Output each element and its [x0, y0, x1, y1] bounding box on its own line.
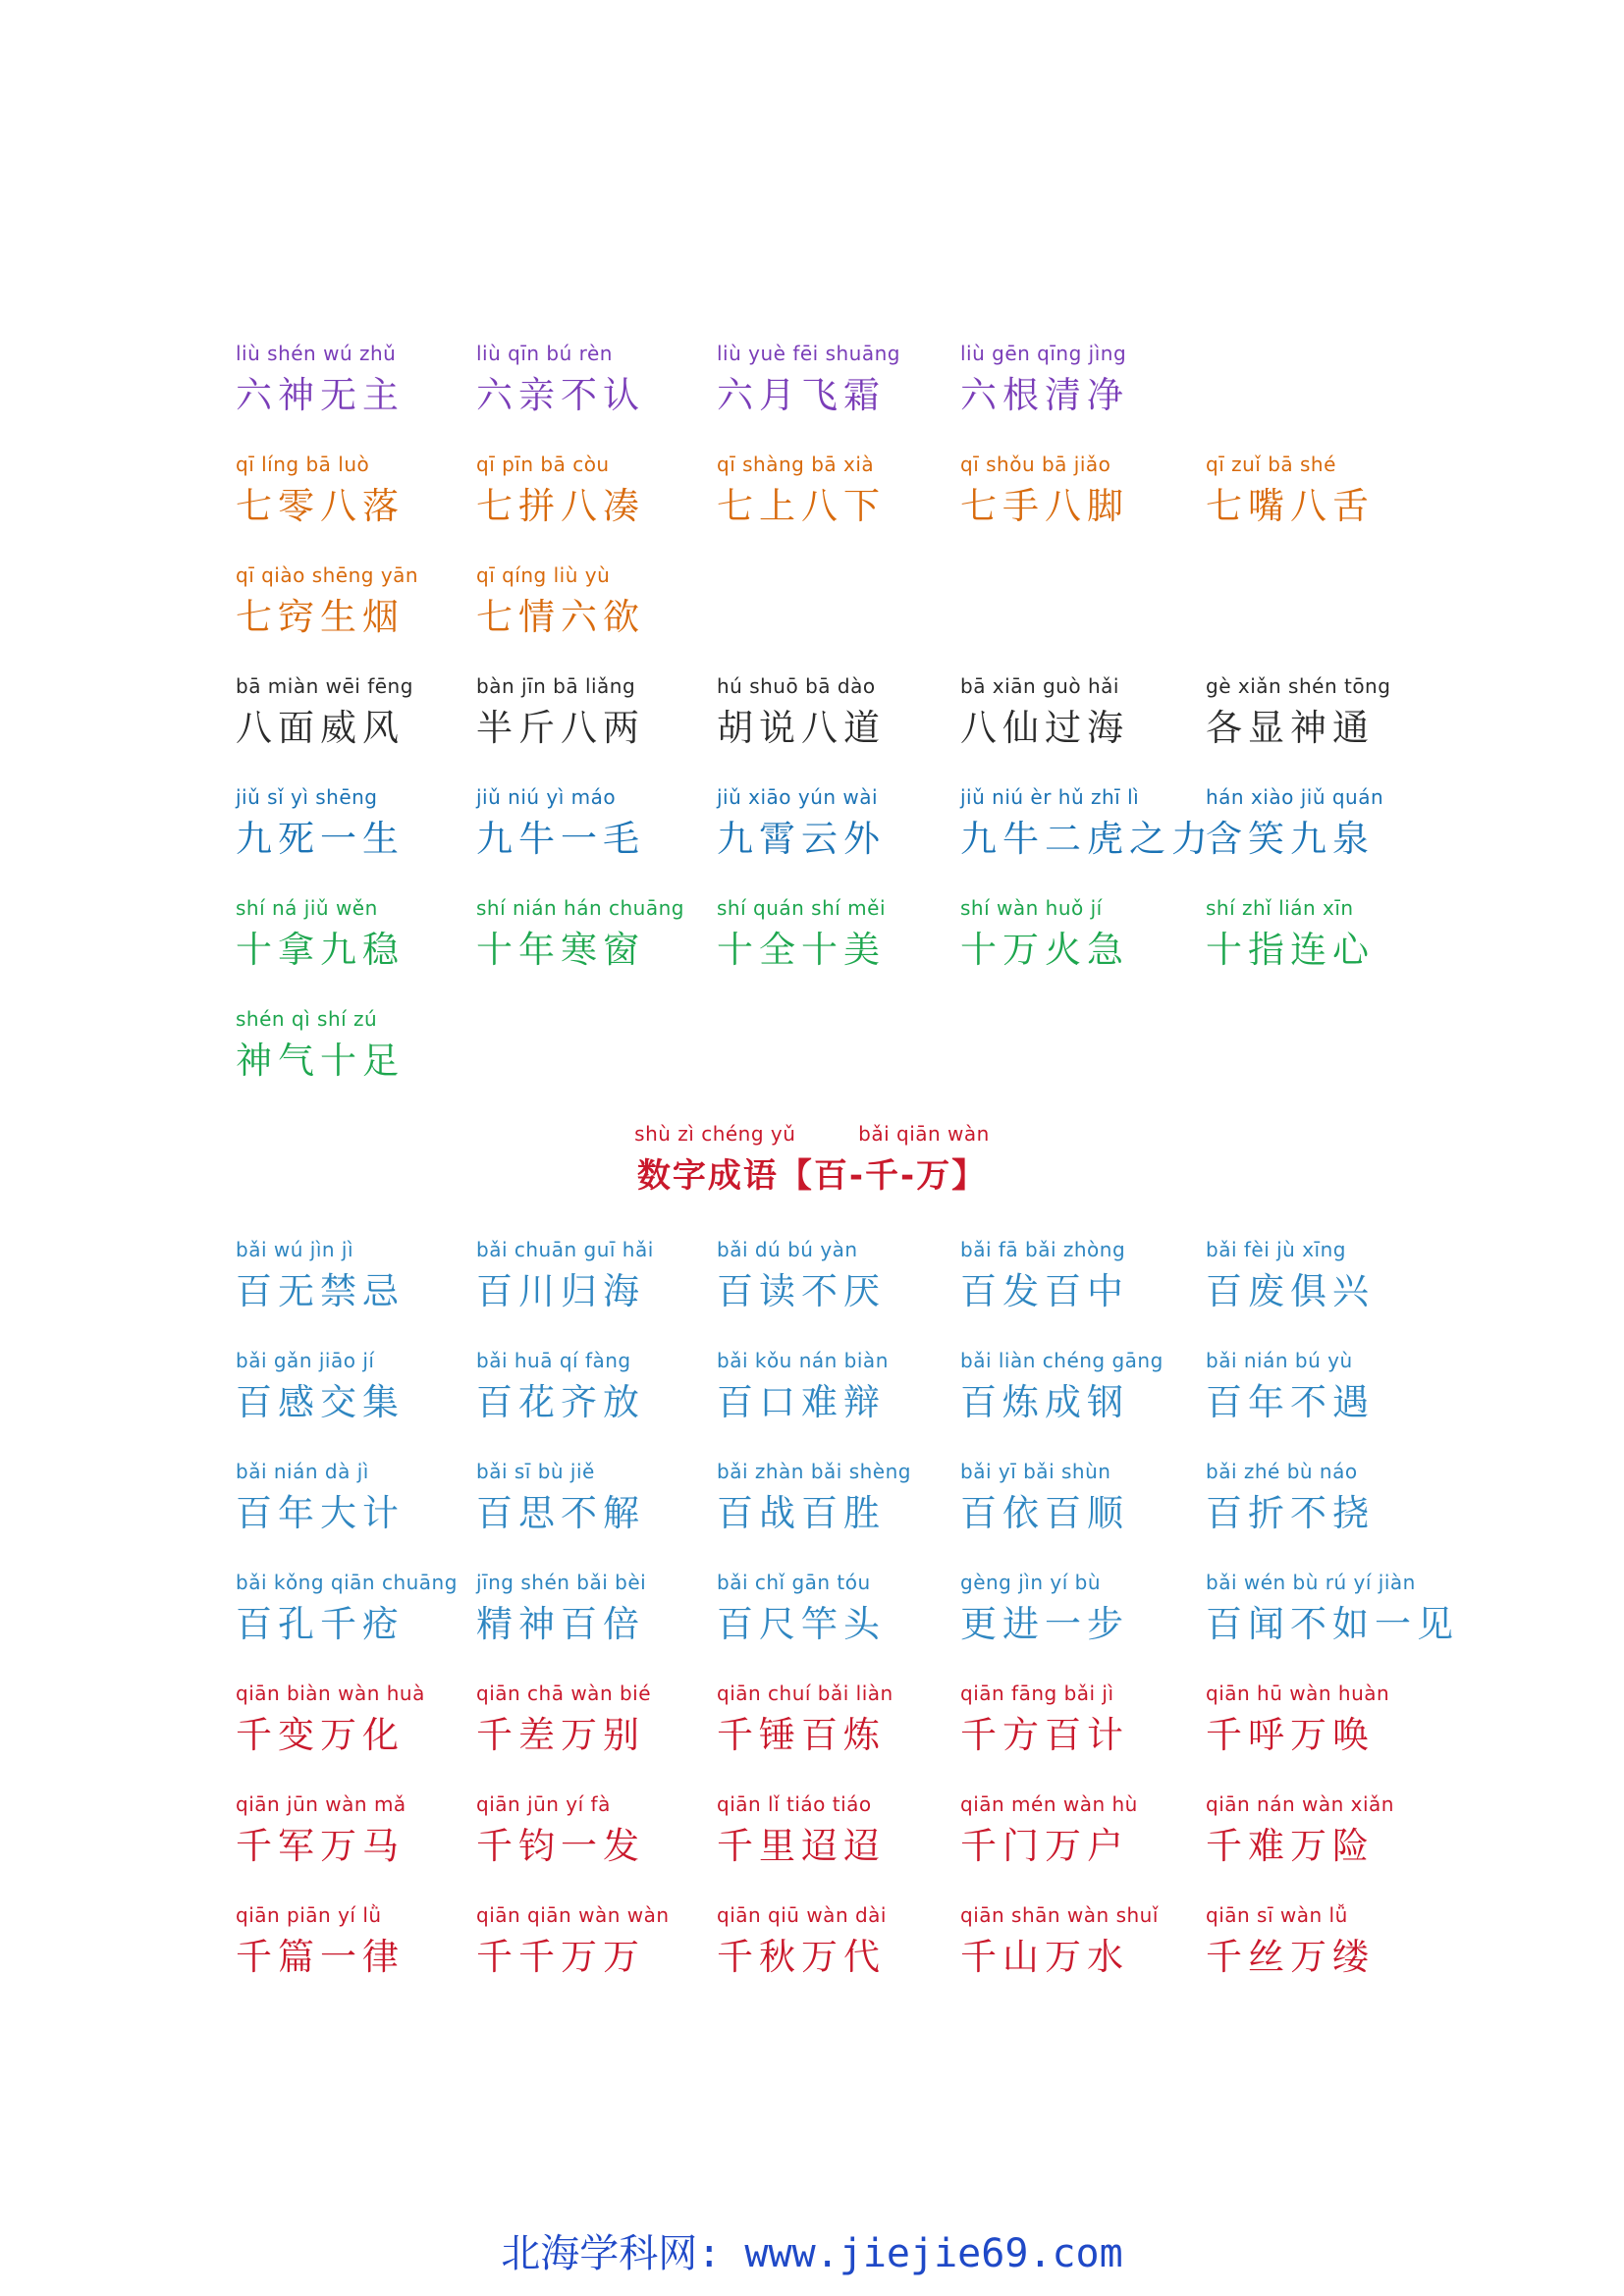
idiom-row — [0, 1457, 1624, 1555]
idiom-item — [717, 339, 943, 423]
idiom-pinyin: liù gēn qīng jìng — [960, 342, 1127, 365]
idiom-hanzi: 七零八落 — [236, 485, 405, 527]
idiom-hanzi: 百感交集 — [236, 1381, 405, 1423]
idiom-hanzi: 百年大计 — [236, 1492, 405, 1534]
idiom-hanzi: 含笑九泉 — [1206, 818, 1375, 860]
idiom-item — [1206, 1568, 1459, 1652]
idiom-item — [960, 1457, 1186, 1541]
idiom-hanzi: 九牛一毛 — [476, 818, 645, 860]
idiom-item — [960, 1568, 1186, 1652]
idiom-item — [476, 1679, 702, 1763]
idiom-pinyin: bǎi chuān guī hǎi — [476, 1238, 654, 1261]
idiom-hanzi: 千差万别 — [476, 1714, 645, 1756]
idiom-pinyin: bǎi chǐ gān tóu — [717, 1571, 871, 1594]
idiom-hanzi: 千秋万代 — [717, 1936, 886, 1978]
idiom-pinyin: hú shuō bā dào — [717, 674, 876, 698]
idiom-pinyin: hán xiào jiǔ quán — [1206, 785, 1384, 809]
idiom-item — [236, 1004, 461, 1089]
idiom-pinyin: bǎi fèi jù xīng — [1206, 1238, 1346, 1261]
idiom-row — [0, 1568, 1624, 1666]
idiom-hanzi: 半斤八两 — [476, 707, 645, 749]
idiom-item — [717, 1235, 943, 1319]
idiom-row — [0, 561, 1624, 659]
idiom-item — [236, 1900, 461, 1985]
idiom-hanzi: 七窍生烟 — [236, 596, 405, 638]
idiom-row — [0, 1789, 1624, 1888]
idiom-pinyin: qiān sī wàn lǚ — [1206, 1903, 1348, 1927]
idiom-pinyin: shí nián hán chuāng — [476, 896, 684, 920]
idiom-hanzi: 百思不解 — [476, 1492, 645, 1534]
idiom-pinyin: qiān hū wàn huàn — [1206, 1682, 1390, 1705]
idiom-item — [717, 1679, 943, 1763]
idiom-pinyin: shí quán shí měi — [717, 896, 887, 920]
idiom-pinyin: shí wàn huǒ jí — [960, 896, 1103, 920]
idiom-hanzi: 各显神通 — [1206, 707, 1375, 749]
idiom-pinyin: shén qì shí zú — [236, 1007, 378, 1031]
idiom-item — [476, 671, 702, 756]
idiom-hanzi: 百战百胜 — [717, 1492, 886, 1534]
idiom-item — [236, 782, 461, 867]
idiom-hanzi: 千难万险 — [1206, 1825, 1375, 1867]
idiom-hanzi: 六根清净 — [960, 374, 1129, 416]
idiom-item — [236, 671, 461, 756]
idiom-pinyin: qiān biàn wàn huà — [236, 1682, 425, 1705]
idiom-hanzi: 千呼万唤 — [1206, 1714, 1375, 1756]
idiom-row — [0, 782, 1624, 881]
idiom-item — [960, 450, 1186, 534]
idiom-hanzi: 七拼八凑 — [476, 485, 645, 527]
idiom-hanzi: 十拿九稳 — [236, 929, 405, 971]
idiom-item — [960, 1789, 1186, 1874]
idiom-hanzi: 六月飞霜 — [717, 374, 886, 416]
idiom-hanzi: 千变万化 — [236, 1714, 405, 1756]
idiom-item — [236, 339, 461, 423]
idiom-item — [717, 1457, 943, 1541]
idiom-hanzi: 百读不厌 — [717, 1270, 886, 1312]
idiom-row — [0, 1346, 1624, 1444]
idiom-item — [1206, 1679, 1432, 1763]
idiom-pinyin: qiān chuí bǎi liàn — [717, 1682, 893, 1705]
idiom-hanzi: 千里迢迢 — [717, 1825, 886, 1867]
idiom-item — [1206, 671, 1432, 756]
idiom-hanzi: 千军万马 — [236, 1825, 405, 1867]
idiom-item — [717, 1789, 943, 1874]
idiom-row — [0, 450, 1624, 548]
idiom-hanzi: 千锤百炼 — [717, 1714, 886, 1756]
idiom-pinyin: bǎi gǎn jiāo jí — [236, 1349, 375, 1372]
idiom-item — [1206, 782, 1432, 867]
idiom-pinyin: qī shǒu bā jiǎo — [960, 453, 1111, 476]
idiom-item — [717, 1900, 943, 1985]
idiom-hanzi: 九牛二虎之力 — [960, 818, 1214, 860]
idiom-pinyin: qiān qiān wàn wàn — [476, 1903, 670, 1927]
idiom-pinyin: qiān shān wàn shuǐ — [960, 1903, 1159, 1927]
section-pinyin-right: bǎi qiān wàn — [858, 1122, 990, 1146]
idiom-row — [0, 1679, 1624, 1777]
idiom-hanzi: 神气十足 — [236, 1040, 405, 1082]
idiom-hanzi: 七上八下 — [717, 485, 886, 527]
section-pinyin-left: shù zì chéng yǔ — [634, 1122, 796, 1146]
idiom-hanzi: 百炼成钢 — [960, 1381, 1129, 1423]
idiom-hanzi: 十指连心 — [1206, 929, 1375, 971]
idiom-pinyin: bǎi wén bù rú yí jiàn — [1206, 1571, 1416, 1594]
idiom-pinyin: bǎi kǒu nán biàn — [717, 1349, 889, 1372]
idiom-item — [960, 1346, 1186, 1430]
idiom-pinyin: bā xiān guò hǎi — [960, 674, 1119, 698]
idiom-hanzi: 七嘴八舌 — [1206, 485, 1375, 527]
idiom-pinyin: liù qīn bú rèn — [476, 342, 613, 365]
idiom-hanzi: 六神无主 — [236, 374, 405, 416]
idiom-hanzi: 百无禁忌 — [236, 1270, 405, 1312]
idiom-item — [1206, 893, 1432, 978]
idiom-pinyin: bǎi zhàn bǎi shèng — [717, 1460, 911, 1483]
idiom-row — [0, 1900, 1624, 1999]
idiom-item — [476, 1789, 702, 1874]
idiom-item — [476, 450, 702, 534]
idiom-row — [0, 893, 1624, 991]
idiom-hanzi: 千方百计 — [960, 1714, 1129, 1756]
idiom-item — [960, 1900, 1186, 1985]
idiom-item — [476, 339, 702, 423]
idiom-item — [236, 1235, 461, 1319]
idiom-item — [1206, 1346, 1432, 1430]
idiom-pinyin: qiān nán wàn xiǎn — [1206, 1792, 1394, 1816]
idiom-pinyin: qī qíng liù yù — [476, 563, 611, 587]
idiom-item — [717, 450, 943, 534]
idiom-pinyin: bǎi wú jìn jì — [236, 1238, 354, 1261]
idiom-pinyin: bǎi dú bú yàn — [717, 1238, 858, 1261]
idiom-item — [476, 1346, 702, 1430]
idiom-hanzi: 百孔千疮 — [236, 1603, 405, 1645]
idiom-item — [717, 671, 943, 756]
idiom-hanzi: 八仙过海 — [960, 707, 1129, 749]
idiom-pinyin: bǎi liàn chéng gāng — [960, 1349, 1164, 1372]
idiom-item — [236, 1679, 461, 1763]
idiom-pinyin: bǎi sī bù jiě — [476, 1460, 595, 1483]
idiom-pinyin: qiān piān yí lǜ — [236, 1903, 382, 1927]
idiom-hanzi: 更进一步 — [960, 1603, 1129, 1645]
idiom-pinyin: bǎi yī bǎi shùn — [960, 1460, 1111, 1483]
idiom-pinyin: jiǔ niú yì máo — [476, 785, 617, 809]
idiom-item — [960, 782, 1214, 867]
idiom-pinyin: bàn jīn bā liǎng — [476, 674, 636, 698]
section-heading-pinyin — [0, 1119, 1624, 1148]
idiom-hanzi: 千丝万缕 — [1206, 1936, 1375, 1978]
idiom-item — [236, 1789, 461, 1874]
idiom-item — [717, 782, 943, 867]
idiom-item — [960, 1235, 1186, 1319]
idiom-item — [236, 561, 461, 645]
idiom-hanzi: 千千万万 — [476, 1936, 645, 1978]
idiom-item — [717, 893, 943, 978]
idiom-hanzi: 七手八脚 — [960, 485, 1129, 527]
idiom-hanzi: 百口难辩 — [717, 1381, 886, 1423]
idiom-item — [960, 1679, 1186, 1763]
idiom-hanzi: 千门万户 — [960, 1825, 1129, 1867]
idiom-pinyin: shí ná jiǔ wěn — [236, 896, 378, 920]
idiom-pinyin: jiǔ sǐ yì shēng — [236, 785, 378, 809]
idiom-pinyin: bǎi nián bú yù — [1206, 1349, 1353, 1372]
idiom-hanzi: 八面威风 — [236, 707, 405, 749]
idiom-item — [236, 450, 461, 534]
idiom-hanzi: 百依百顺 — [960, 1492, 1129, 1534]
idiom-hanzi: 精神百倍 — [476, 1603, 645, 1645]
idiom-hanzi: 千钧一发 — [476, 1825, 645, 1867]
idiom-pinyin: qiān mén wàn hù — [960, 1792, 1138, 1816]
idiom-hanzi: 百花齐放 — [476, 1381, 645, 1423]
idiom-item — [717, 1346, 943, 1430]
idiom-item — [476, 561, 702, 645]
idiom-hanzi: 百年不遇 — [1206, 1381, 1375, 1423]
idiom-hanzi: 千篇一律 — [236, 1936, 405, 1978]
idiom-hanzi: 百闻不如一见 — [1206, 1603, 1459, 1645]
idiom-pinyin: gèng jìn yí bù — [960, 1571, 1101, 1594]
idiom-item — [476, 1235, 702, 1319]
idiom-pinyin: bǎi nián dà jì — [236, 1460, 369, 1483]
idiom-item — [1206, 1789, 1432, 1874]
section-heading — [0, 1119, 1624, 1203]
idiom-row — [0, 339, 1624, 437]
footer-watermark: 北海学科网: www.jiejie69.com — [501, 2231, 1123, 2276]
idiom-hanzi: 百尺竿头 — [717, 1603, 886, 1645]
idiom-item — [717, 1568, 943, 1652]
idiom-hanzi: 十万火急 — [960, 929, 1129, 971]
section-title: 数字成语【百-千-万】 — [636, 1156, 988, 1196]
idiom-pinyin: qī qiào shēng yān — [236, 563, 419, 587]
idiom-hanzi: 胡说八道 — [717, 707, 886, 749]
idiom-row — [0, 1004, 1624, 1102]
idiom-pinyin: jiǔ niú èr hǔ zhī lì — [960, 785, 1140, 809]
idiom-item — [476, 1568, 702, 1652]
idiom-pinyin: qī pīn bā còu — [476, 453, 610, 476]
idiom-item — [476, 782, 702, 867]
idiom-item — [1206, 450, 1432, 534]
idiom-pinyin: gè xiǎn shén tōng — [1206, 674, 1391, 698]
idiom-pinyin: liù shén wú zhǔ — [236, 342, 397, 365]
idiom-hanzi: 百川归海 — [476, 1270, 645, 1312]
idiom-item — [960, 893, 1186, 978]
idiom-item — [476, 1900, 702, 1985]
idiom-item — [1206, 1235, 1432, 1319]
idiom-pinyin: qī zuǐ bā shé — [1206, 453, 1336, 476]
idiom-pinyin: bǎi fā bǎi zhòng — [960, 1238, 1126, 1261]
idiom-hanzi: 百发百中 — [960, 1270, 1129, 1312]
idiom-pinyin: bā miàn wēi fēng — [236, 674, 413, 698]
idiom-hanzi: 百折不挠 — [1206, 1492, 1375, 1534]
idiom-pinyin: qiān fāng bǎi jì — [960, 1682, 1114, 1705]
idiom-pinyin: liù yuè fēi shuāng — [717, 342, 900, 365]
idiom-hanzi: 七情六欲 — [476, 596, 645, 638]
idiom-item — [960, 339, 1186, 423]
idiom-hanzi: 九死一生 — [236, 818, 405, 860]
idiom-pinyin: qī shàng bā xià — [717, 453, 875, 476]
idiom-item — [236, 893, 461, 978]
idiom-hanzi: 十年寒窗 — [476, 929, 645, 971]
idiom-item — [1206, 1900, 1432, 1985]
idiom-pinyin: bǎi huā qí fàng — [476, 1349, 631, 1372]
idiom-pinyin: jiǔ xiāo yún wài — [717, 785, 879, 809]
idiom-hanzi: 十全十美 — [717, 929, 886, 971]
idiom-hanzi: 千山万水 — [960, 1936, 1129, 1978]
idiom-row — [0, 671, 1624, 770]
idiom-item — [236, 1568, 461, 1652]
idiom-pinyin: bǎi zhé bù náo — [1206, 1460, 1358, 1483]
idiom-pinyin: qiān qiū wàn dài — [717, 1903, 887, 1927]
idiom-pinyin: qiān chā wàn bié — [476, 1682, 652, 1705]
idiom-item — [236, 1457, 461, 1541]
idiom-item — [476, 1457, 702, 1541]
idiom-pinyin: qiān lǐ tiáo tiáo — [717, 1792, 872, 1816]
idiom-hanzi: 六亲不认 — [476, 374, 645, 416]
idiom-item — [476, 893, 702, 978]
idiom-pinyin: jīng shén bǎi bèi — [476, 1571, 647, 1594]
idiom-item — [960, 671, 1186, 756]
idiom-item — [1206, 1457, 1432, 1541]
idiom-hanzi: 百废俱兴 — [1206, 1270, 1375, 1312]
idiom-pinyin: qī líng bā luò — [236, 453, 370, 476]
idiom-row — [0, 1235, 1624, 1333]
idiom-pinyin: shí zhǐ lián xīn — [1206, 896, 1354, 920]
idiom-pinyin: qiān jūn yí fà — [476, 1792, 611, 1816]
idiom-pinyin: bǎi kǒng qiān chuāng — [236, 1571, 458, 1594]
idiom-pinyin: qiān jūn wàn mǎ — [236, 1792, 406, 1816]
idiom-hanzi: 九霄云外 — [717, 818, 886, 860]
idiom-item — [236, 1346, 461, 1430]
